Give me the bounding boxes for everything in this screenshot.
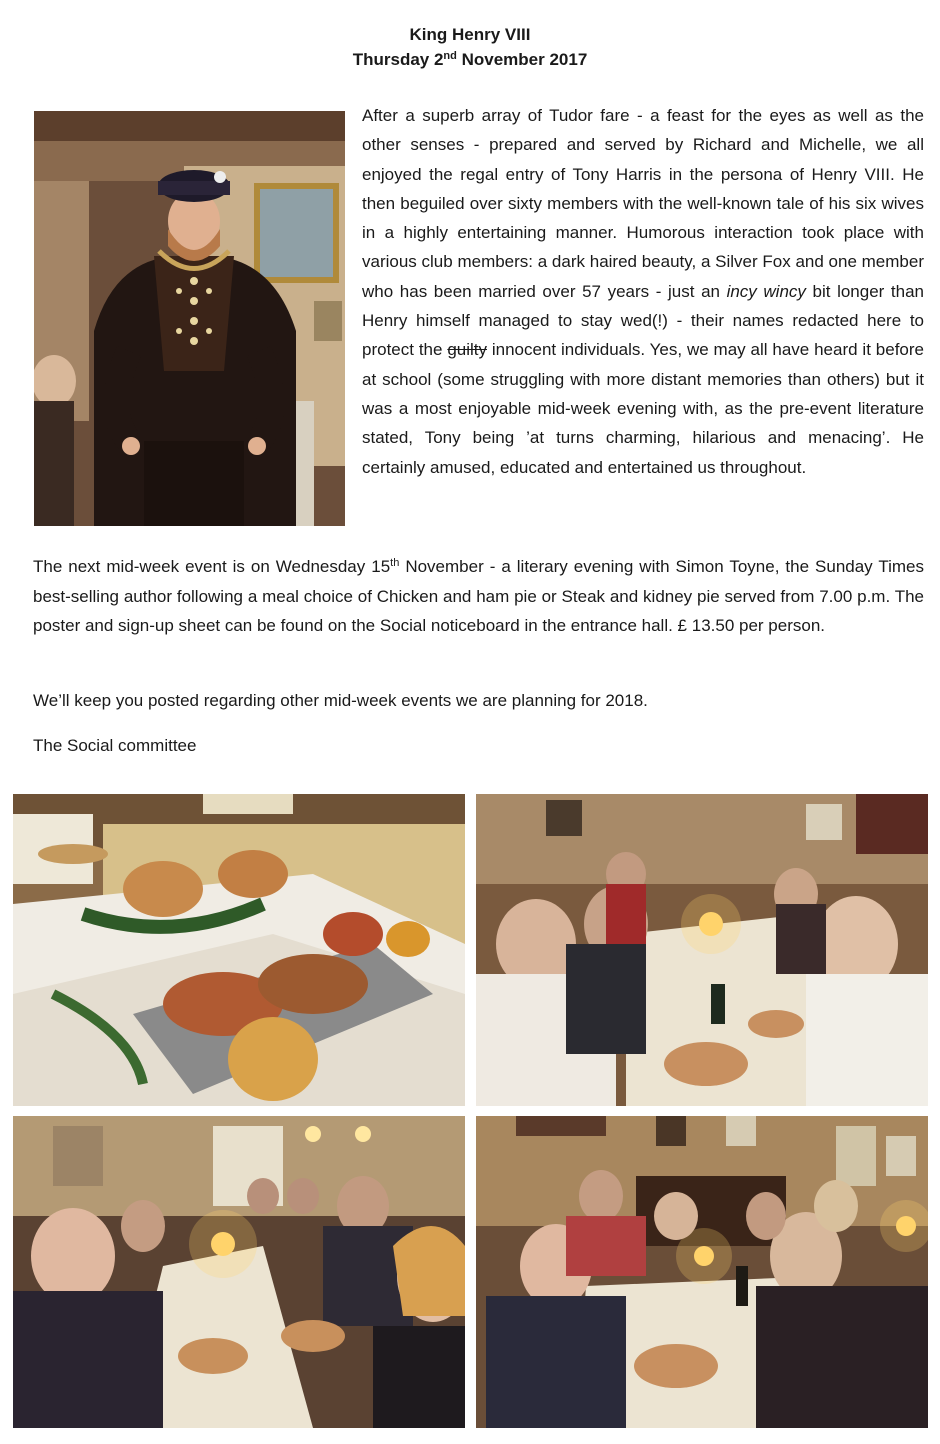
event-date-ordinal: nd [443,50,457,62]
signature: The Social committee [33,736,197,755]
intro-text-struck: guilty [447,340,488,360]
intro-text-part3: innocent individuals. Yes, we may all have heard it before at school (some struggling with more distant memories than others) but it was a most enjoyable mid-week evening with, as the pre-event literature stated, Tony being ’at turns charming, hilarious and menacing’. He certainly amused, educated and entertained us throughout. [362,340,924,477]
diners-photo-2 [13,1116,465,1428]
diners-photo-1 [476,794,928,1106]
next-event-paragraph [33,552,924,641]
next-event-part2: November - a literary evening with Simon Toyne, the Sunday Times best-selling author following a meal choice of Chicken and ham pie or Steak and kidney pie served from 7.00 p.m. The poster and sign-up sheet can be found on the Social noticeboard in the entrance hall. £ 13.50 per person. [33,557,924,635]
next-event-part1: The next mid-week event is on Wednesday 15 [33,557,391,576]
intro-text-part2: bit longer than Henry himself managed to stay wed(!) - their names redacted here to protect the [362,281,925,360]
diners-photo-3 [476,1116,928,1428]
intro-text-italic: incy wincy [726,281,806,301]
buffet-photo [13,794,465,1106]
intro-paragraph [362,101,924,482]
event-date-prefix: Thursday 2 [352,50,444,69]
page-title: King Henry VIII [409,25,531,44]
intro-text-part1: After a superb array of Tudor fare - a feast for the eyes as well as the other senses - prepared and served by Richard and Michelle, we all enjoyed the regal entry of Tony Harris in the persona of Henry VIII. He then beguiled over sixty members with the well-known tale of his six wives in a highly entertaining manner. Humorous interaction took place with various club members: a dark haired beauty, a Silver Fox and one member who has been married over 57 years - just an [362,106,924,301]
closing-paragraph: We’ll keep you posted regarding other mid-week events we are planning for 2018. [33,691,648,710]
event-date-suffix: November 2017 [456,50,588,69]
henry-viii-photo [34,111,345,526]
event-date [0,47,940,72]
next-event-ordinal: th [390,557,400,569]
